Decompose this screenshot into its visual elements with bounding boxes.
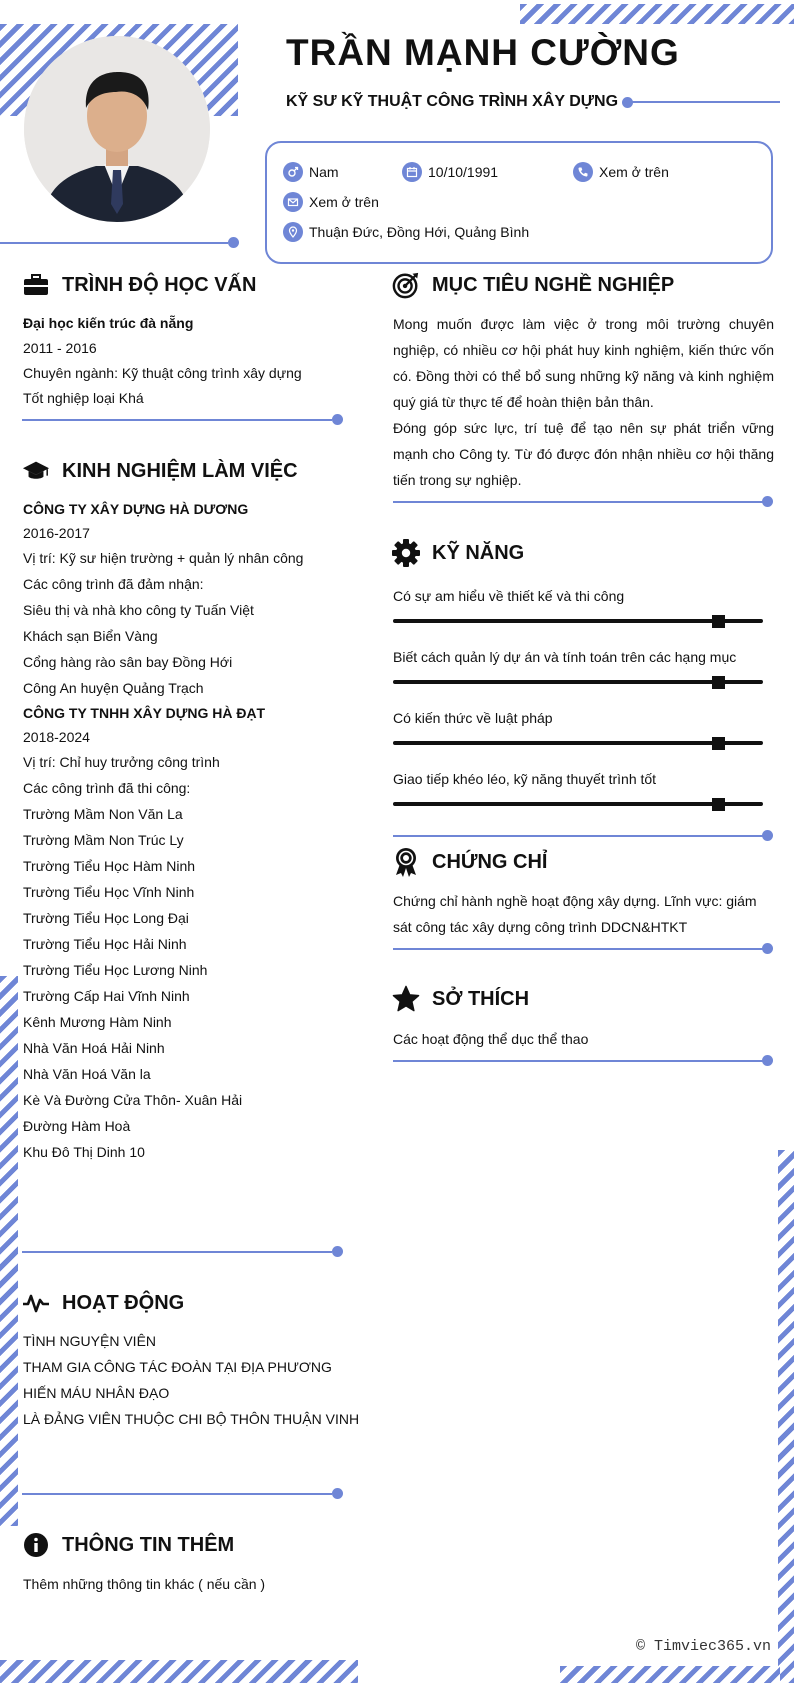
divider-dot [762, 943, 773, 954]
list-item: 2016-2017 [23, 525, 90, 541]
skill-level-marker [712, 615, 725, 628]
list-item: Khách sạn Biển Vàng [23, 628, 158, 644]
skill-bar [393, 619, 763, 623]
calendar-icon [402, 162, 422, 182]
list-item: Khu Đô Thị Dinh 10 [23, 1144, 145, 1160]
skills-section-title: KỸ NĂNG [392, 539, 524, 567]
section-divider [22, 1493, 332, 1495]
skill-bar [393, 802, 763, 806]
objective-paragraph-1: Mong muốn được làm việc ở trong môi trường chuyên nghiệp, có nhiều cơ hội phát huy kinh nghiệm, kiến thức vốn có. Đồng thời có thể bổ sung những kỹ năng và kinh nghiệm quý giá từ thực tế để hoàn thiện bản thân. [393, 316, 774, 410]
activity-item: HIẾN MÁU NHÂN ĐẠO [23, 1385, 170, 1401]
list-item: Kè Và Đường Cửa Thôn- Xuân Hải [23, 1092, 243, 1108]
skill-label: Có sự am hiểu về thiết kế và thi công [393, 588, 625, 604]
list-item: Vị trí: Kỹ sư hiện trường + quản lý nhân công [23, 550, 304, 566]
list-item: Trường Tiểu Học Hàm Ninh [23, 858, 196, 874]
list-item: Nhà Văn Hoá Văn la [23, 1066, 151, 1082]
list-item: Trường Tiểu Học Lương Ninh [23, 962, 208, 978]
list-item: Trường Cấp Hai Vĩnh Ninh [23, 988, 190, 1004]
activities-section-title: HOẠT ĐỘNG [22, 1289, 184, 1317]
skill-level-marker [712, 737, 725, 750]
decor-stripes-bottom-right [560, 1666, 780, 1683]
header-divider-left [0, 242, 228, 244]
pulse-icon [22, 1289, 50, 1317]
list-item: 2018-2024 [23, 729, 90, 745]
skill-label: Giao tiếp khéo léo, kỹ năng thuyết trình tốt [393, 771, 657, 787]
section-divider [393, 948, 767, 950]
decor-stripes-left [0, 976, 18, 1526]
list-item: Vị trí: Chỉ huy trưởng công trình [23, 754, 220, 770]
gender-value: Nam [309, 164, 339, 180]
job-title: KỸ SƯ KỸ THUẬT CÔNG TRÌNH XÂY DỰNG [286, 93, 619, 110]
objective-paragraph-2: Đóng góp sức lực, trí tuệ để tạo nên sự phát triển vững mạnh cho Công ty. Từ đó được đón nhận nhiều cơ hội thăng tiến trong sự nghiệp. [393, 420, 774, 488]
section-divider [22, 419, 332, 421]
contact-box [265, 141, 773, 264]
list-item: Đường Hàm Hoà [23, 1118, 131, 1134]
divider-dot [332, 1488, 343, 1499]
avatar-portrait [24, 36, 210, 222]
list-item: Trường Mầm Non Văn La [23, 806, 183, 822]
star-icon [392, 985, 420, 1013]
education-years: 2011 - 2016 [23, 340, 97, 356]
award-ribbon-icon [392, 848, 420, 876]
divider-dot [332, 414, 343, 425]
list-item: Siêu thị và nhà kho công ty Tuấn Việt [23, 602, 254, 618]
extra-info-section-title: THÔNG TIN THÊM [22, 1531, 234, 1559]
title-divider [630, 101, 780, 103]
list-item: Các công trình đã thi công: [23, 780, 191, 796]
education-major: Chuyên ngành: Kỹ thuật công trình xây dựng [23, 365, 302, 381]
section-divider [393, 835, 767, 837]
decor-stripes-top-right [520, 4, 794, 24]
decor-stripes-bottom-left [0, 1660, 358, 1683]
education-school: Đại học kiến trúc đà nẵng [23, 315, 194, 331]
gear-icon [392, 539, 420, 567]
section-divider [393, 1060, 767, 1062]
list-item: Trường Mầm Non Trúc Ly [23, 832, 184, 848]
copyright-footer: © Timviec365.vn [636, 1638, 772, 1655]
divider-dot [762, 1055, 773, 1066]
experience-section-title: KINH NGHIỆM LÀM VIỆC [22, 457, 298, 485]
candidate-name: TRẦN MẠNH CƯỜNG [286, 32, 680, 73]
section-divider [22, 1251, 332, 1253]
info-icon [22, 1531, 50, 1559]
address-value: Thuận Đức, Đồng Hới, Quảng Bình [309, 224, 530, 240]
decor-stripes-right [778, 1150, 794, 1683]
list-item: Nhà Văn Hoá Hải Ninh [23, 1040, 165, 1056]
target-icon [392, 271, 420, 299]
email-value: Xem ở trên [309, 194, 379, 210]
list-item: Công An huyện Quảng Trạch [23, 680, 204, 696]
education-section-title: TRÌNH ĐỘ HỌC VẤN [22, 271, 256, 299]
divider-dot [762, 830, 773, 841]
contact-phone[interactable] [573, 162, 669, 182]
certificates-text: Chứng chỉ hành nghề hoạt động xây dựng. Lĩnh vực: giám sát công tác xây dựng công trình DDCN&HTKT [393, 893, 757, 935]
birthdate-value: 10/10/1991 [428, 164, 499, 180]
extra-info-text: Thêm những thông tin khác ( nếu cần ) [23, 1576, 266, 1592]
contact-email[interactable] [283, 192, 379, 212]
location-pin-icon [283, 222, 303, 242]
activity-item: LÀ ĐẢNG VIÊN THUỘC CHI BỘ THÔN THUẬN VINH [23, 1411, 360, 1427]
list-item: CÔNG TY TNHH XÂY DỰNG HÀ ĐẠT [23, 705, 266, 721]
divider-dot [762, 496, 773, 507]
list-item: Trường Tiểu Học Vĩnh Ninh [23, 884, 195, 900]
objective-section-title: MỤC TIÊU NGHỀ NGHIỆP [392, 271, 674, 299]
list-item: Cổng hàng rào sân bay Đồng Hới [23, 654, 233, 670]
certificates-section-title: CHỨNG CHỈ [392, 848, 547, 876]
activity-item: TÌNH NGUYỆN VIÊN [23, 1333, 157, 1349]
email-icon [283, 192, 303, 212]
activity-item: THAM GIA CÔNG TÁC ĐOÀN TẠI ĐỊA PHƯƠNG [23, 1359, 332, 1375]
contact-gender [283, 162, 339, 182]
section-divider [393, 501, 767, 503]
list-item: Các công trình đã đảm nhận: [23, 576, 204, 592]
education-grade: Tốt nghiệp loại Khá [23, 390, 144, 406]
phone-icon [573, 162, 593, 182]
list-item: Kênh Mương Hàm Ninh [23, 1014, 172, 1030]
skill-bar [393, 741, 763, 745]
phone-value: Xem ở trên [599, 164, 669, 180]
gender-icon [283, 162, 303, 182]
list-item: Trường Tiểu Học Long Đại [23, 910, 189, 926]
list-item: Trường Tiểu Học Hải Ninh [23, 936, 187, 952]
skill-label: Biết cách quản lý dự án và tính toán trên các hạng mục [393, 649, 737, 665]
contact-birthdate [402, 162, 498, 182]
contact-address [283, 222, 529, 242]
skill-bar [393, 680, 763, 684]
skill-level-marker [712, 676, 725, 689]
divider-dot [332, 1246, 343, 1257]
divider-dot [228, 237, 239, 248]
briefcase-icon [22, 271, 50, 299]
hobbies-text: Các hoạt động thể dục thể thao [393, 1031, 589, 1047]
list-item: CÔNG TY XÂY DỰNG HÀ DƯƠNG [23, 501, 249, 517]
hobbies-section-title: SỞ THÍCH [392, 985, 529, 1013]
avatar [24, 36, 210, 222]
graduation-cap-icon [22, 457, 50, 485]
skill-level-marker [712, 798, 725, 811]
skill-label: Có kiến thức về luật pháp [393, 710, 553, 726]
